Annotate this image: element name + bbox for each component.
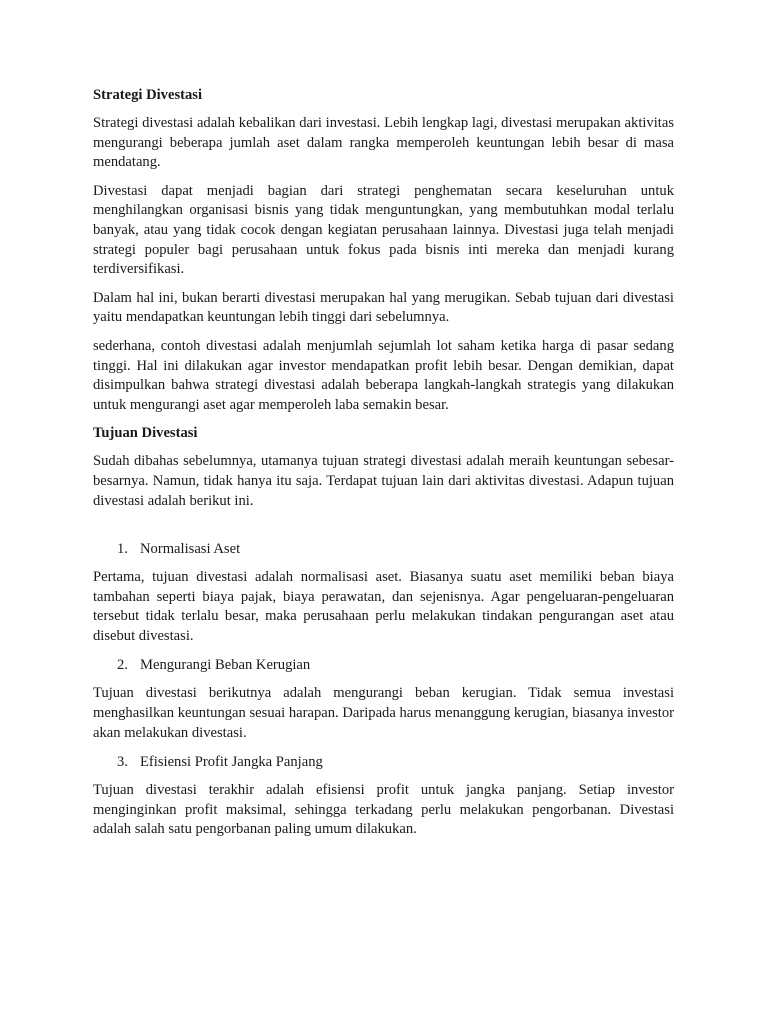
paragraph: Dalam hal ini, bukan berarti divestasi merupakan hal yang merugikan. Sebab tujuan dari divestasi yaitu mendapatkan keuntungan lebih tinggi dari sebelumnya. xyxy=(93,289,674,326)
section-heading-strategi: Strategi Divestasi xyxy=(93,87,203,103)
paragraph: sederhana, contoh divestasi adalah menjumlah sejumlah lot saham ketika harga di pasar sedang tinggi. Hal ini dilakukan agar investor mendapatkan profit lebih besar. Dengan demikian, dapat disimpulkan bahwa strategi divestasi adalah beberapa langkah-langkah strategis yang dilakukan untuk mengurangi aset agar memperoleh laba semakin besar. xyxy=(93,337,674,413)
paragraph: Strategi divestasi adalah kebalikan dari investasi. Lebih lengkap lagi, divestasi merupakan aktivitas mengurangi beberapa jumlah aset dalam rangka memperoleh keuntungan lebih besar di masa mendatang. xyxy=(93,115,674,171)
list-title: Normalisasi Aset xyxy=(140,541,241,558)
list-number: 1. xyxy=(117,541,128,558)
list-item xyxy=(93,655,674,675)
section-heading-tujuan: Tujuan Divestasi xyxy=(93,425,198,442)
paragraph: Tujuan divestasi terakhir adalah efisiensi profit untuk jangka panjang. Setiap investor menginginkan profit maksimal, sehingga terkadang perlu melakukan pengorbanan. Divestasi adalah salah satu pengorbanan paling umum dilakukan. xyxy=(93,782,674,838)
paragraph-intro: Sudah dibahas sebelumnya, utamanya tujuan strategi divestasi adalah meraih keuntungan sebesar-besarnya. Namun, tidak hanya itu saja. Terdapat tujuan lain dari aktivitas divestasi. Adapun tujuan divestasi adalah berikut ini. xyxy=(93,453,674,509)
list-number: 2. xyxy=(117,657,128,674)
list-item xyxy=(93,752,674,772)
list-title: Efisiensi Profit Jangka Panjang xyxy=(140,754,323,771)
list-item xyxy=(93,539,674,559)
paragraph: Pertama, tujuan divestasi adalah normalisasi aset. Biasanya suatu aset memiliki beban biaya tambahan seperti biaya pajak, biaya perawatan, dan sejenisnya. Agar pengeluaran-pengeluaran tersebut tidak terlalu besar, maka perusahaan perlu melakukan tindakan pengurangan aset atau disebut divestasi. xyxy=(93,569,674,644)
list-number: 3. xyxy=(117,754,128,771)
paragraph: Divestasi dapat menjadi bagian dari strategi penghematan secara keseluruhan untuk menghilangkan organisasi bisnis yang tidak menguntungkan, yang membutuhkan modal terlalu banyak, atau yang tidak cocok dengan kegiatan perusahaan lainnya. Divestasi juga telah menjadi strategi populer bagi perusahaan untuk fokus pada bisnis inti mereka dan menjadi kurang terdiversifikasi. xyxy=(93,182,674,278)
paragraph: Tujuan divestasi berikutnya adalah mengurangi beban kerugian. Tidak semua investasi menghasilkan keuntungan sesuai harapan. Daripada harus menanggung kerugian, biasanya investor akan melakukan divestasi. xyxy=(93,685,674,741)
document-page xyxy=(93,86,674,849)
list-title: Mengurangi Beban Kerugian xyxy=(140,657,311,674)
